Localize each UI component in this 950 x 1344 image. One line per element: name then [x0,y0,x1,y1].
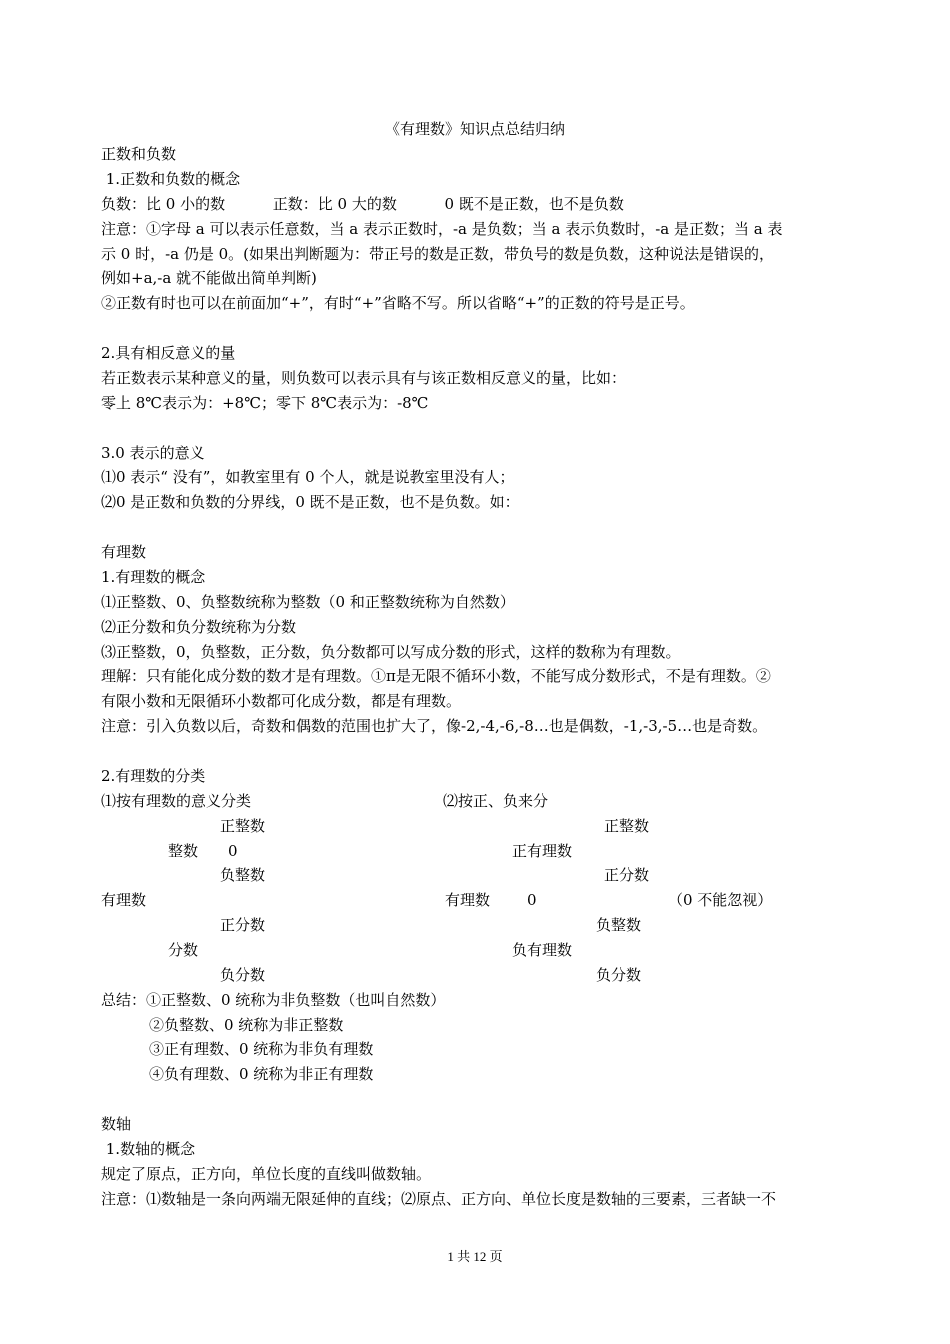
class-a-integer: 整数 [168,842,199,860]
paragraph-line: 零上 8℃表示为：+8℃；零下 8℃表示为：-8℃ [101,394,429,412]
class-b-negative-integer: 负整数 [596,916,642,934]
summary-line: 总结：①正整数、0 统称为非负整数（也叫自然数） [101,991,446,1009]
subsection-title: 3.0 表示的意义 [101,444,205,462]
class-a-negative-fraction: 负分数 [220,966,266,984]
paragraph-line: ⑴正整数、0、负整数统称为整数（0 和正整数统称为自然数） [101,593,515,611]
page-number-footer: 1 共 12 页 [447,1249,503,1264]
class-b-positive-rational: 正有理数 [512,842,573,860]
paragraph-line: 理解：只有能化成分数的数才是有理数。①π是无限不循环小数，不能写成分数形式，不是有理数。② [101,667,771,685]
class-b-zero-note: （0 不能忽视） [668,891,773,909]
note-line: ②正数有时也可以在前面加“+”，有时“+”省略不写。所以省略“+”的正数的符号是正号。 [101,294,695,312]
paragraph-line: 注意：引入负数以后，奇数和偶数的范围也扩大了，像-2,-4,-6,-8…也是偶数，-1,-3,-5…也是奇数。 [101,717,768,735]
note-line: 例如+a,-a 就不能做出简单判断) [101,269,317,287]
class-b-positive-integer: 正整数 [604,817,650,835]
classification-a-title: ⑴按有理数的意义分类 [101,792,252,810]
subsection-title: 2.有理数的分类 [101,767,206,785]
summary-line: ④负有理数、0 统称为非正有理数 [149,1065,374,1083]
class-a-fraction: 分数 [168,941,199,959]
class-a-positive-integer: 正整数 [220,817,266,835]
class-a-negative-integer: 负整数 [220,866,266,884]
paragraph-line: 注意：⑴数轴是一条向两端无限延伸的直线；⑵原点、正方向、单位长度是数轴的三要素，三者缺一不 [101,1190,777,1208]
document-title: 《有理数》知识点总结归纳 [384,120,565,138]
class-b-negative-fraction: 负分数 [596,966,642,984]
section-heading-rational-numbers: 有理数 [101,543,147,561]
paragraph-line: ⑴0 表示“ 没有”，如教室里有 0 个人，就是说教室里没有人； [101,468,515,486]
class-a-positive-fraction: 正分数 [220,916,266,934]
paragraph-line: 若正数表示某种意义的量，则负数可以表示具有与该正数相反意义的量，比如： [101,369,627,387]
class-a-zero: 0 [228,842,238,860]
paragraph-line: 负数：比 0 小的数 正数：比 0 大的数 0 既不是正数，也不是负数 [101,195,624,213]
note-line: 示 0 时，-a 仍是 0。(如果出判断题为：带正号的数是正数，带负号的数是负数，这种说法是错误的， [101,245,775,263]
subsection-title: 2.具有相反意义的量 [101,344,236,362]
class-a-root: 有理数 [101,891,147,909]
note-line: 注意：①字母 a 可以表示任意数，当 a 表示正数时，-a 是负数；当 a 表示负数时，-a 是正数；当 a 表 [101,220,783,238]
class-b-negative-rational: 负有理数 [512,941,573,959]
summary-line: ③正有理数、0 统称为非负有理数 [149,1040,374,1058]
subsection-title: 1.正数和负数的概念 [101,170,241,188]
paragraph-line: ⑶正整数，0，负整数，正分数，负分数都可以写成分数的形式，这样的数称为有理数。 [101,643,681,661]
summary-line: ②负整数、0 统称为非正整数 [149,1016,344,1034]
subsection-title: 1.有理数的概念 [101,568,206,586]
section-heading-positive-negative: 正数和负数 [101,145,177,163]
subsection-title: 1.数轴的概念 [101,1140,196,1158]
paragraph-line: 规定了原点，正方向，单位长度的直线叫做数轴。 [101,1165,432,1183]
paragraph-line: 有限小数和无限循环小数都可化成分数，都是有理数。 [101,692,462,710]
class-b-positive-fraction: 正分数 [604,866,650,884]
classification-b-title: ⑵按正、负来分 [443,792,549,810]
class-b-root: 有理数 [445,891,491,909]
class-b-zero: 0 [527,891,537,909]
section-heading-number-line: 数轴 [101,1115,132,1133]
paragraph-line: ⑵正分数和负分数统称为分数 [101,618,297,636]
paragraph-line: ⑵0 是正数和负数的分界线，0 既不是正数，也不是负数。如： [101,493,520,511]
